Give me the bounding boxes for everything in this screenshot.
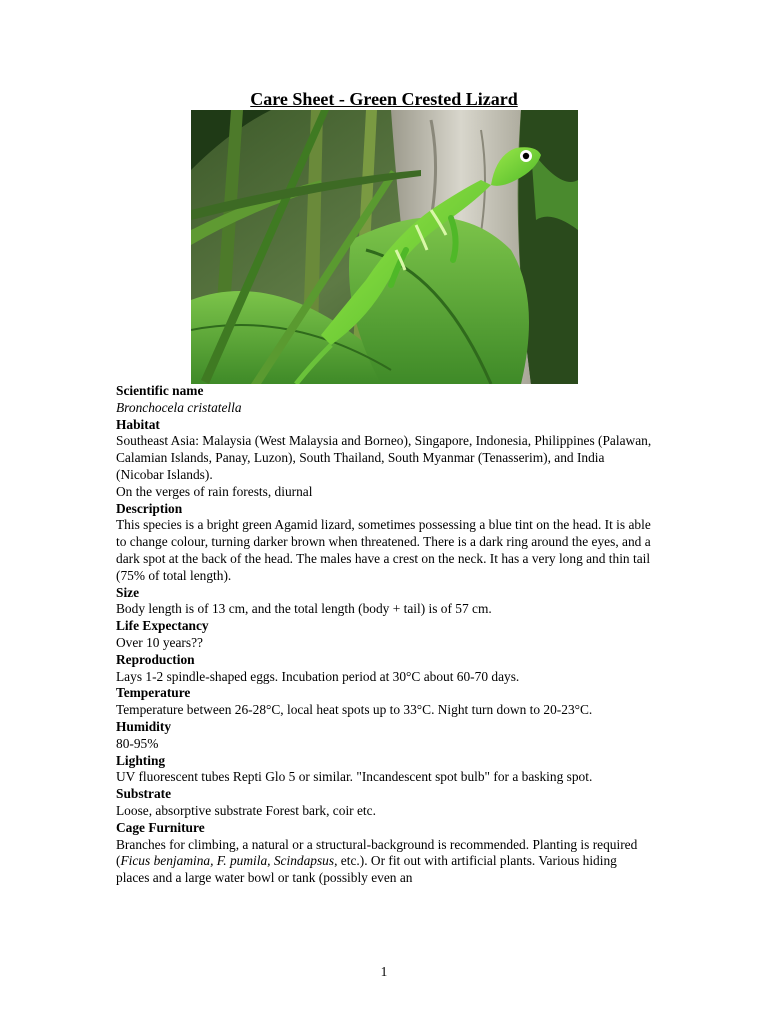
lizard-photo <box>191 110 578 384</box>
substrate-text: Loose, absorptive substrate Forest bark, coir etc. <box>116 802 376 818</box>
heading-cage-furniture: Cage Furniture <box>116 819 205 835</box>
heading-lighting: Lighting <box>116 752 166 768</box>
page-title: Care Sheet - Green Crested Lizard <box>250 89 518 109</box>
habitat-text-2: On the verges of rain forests, diurnal <box>116 483 313 499</box>
scientific-name-value: Bronchocela cristatella <box>116 399 242 415</box>
heading-description: Description <box>116 500 183 516</box>
heading-humidity: Humidity <box>116 718 172 734</box>
care-sheet-body <box>116 383 652 887</box>
cage-furniture-text-b: , etc.). Or fit out with artificial plants. Various hiding places and a large water bowl or tank (possibly even an <box>116 853 617 886</box>
lighting-text: UV fluorescent tubes Repti Glo 5 or similar. "Incandescent spot bulb" for a basking spot. <box>116 769 593 785</box>
temperature-text: Temperature between 26-28°C, local heat spots up to 33°C. Night turn down to 20-23°C. <box>116 702 593 718</box>
description-text: This species is a bright green Agamid lizard, sometimes possessing a blue tint on the head. It is able to change colour, turning darker brown when threatened. There is a dark ring around the eyes, and a dark spot at the back of the head. The males have a crest on the neck. It has a very long and thin tail (75% of total length). <box>116 517 651 583</box>
cage-furniture-text-a: Branches for climbing, a natural or a structural-background is recommended. Planting is required ( <box>116 836 638 869</box>
cage-furniture-plants: Ficus benjamina, F. pumila, Scindapsus <box>120 853 335 869</box>
heading-scientific-name: Scientific name <box>116 383 204 398</box>
heading-life-expectancy: Life Expectancy <box>116 618 209 634</box>
heading-reproduction: Reproduction <box>116 651 195 667</box>
life-expectancy-text: Over 10 years?? <box>116 634 203 650</box>
reproduction-text: Lays 1-2 spindle-shaped eggs. Incubation period at 30°C about 60-70 days. <box>116 668 520 684</box>
size-text: Body length is of 13 cm, and the total length (body + tail) is of 57 cm. <box>116 601 492 617</box>
heading-temperature: Temperature <box>116 685 191 701</box>
heading-substrate: Substrate <box>116 786 172 802</box>
humidity-text: 80-95% <box>116 735 159 751</box>
heading-habitat: Habitat <box>116 416 160 432</box>
page-number: 1 <box>380 964 388 979</box>
heading-size: Size <box>116 584 140 600</box>
cage-furniture-text <box>116 837 652 887</box>
habitat-text: Southeast Asia: Malaysia (West Malaysia and Borneo), Singapore, Indonesia, Philippines (Palawan, Calamian Islands, Panay, Luzon), South Thailand, South Myanmar (Tenasserim), and India (Nicobar Islands). <box>116 433 652 482</box>
